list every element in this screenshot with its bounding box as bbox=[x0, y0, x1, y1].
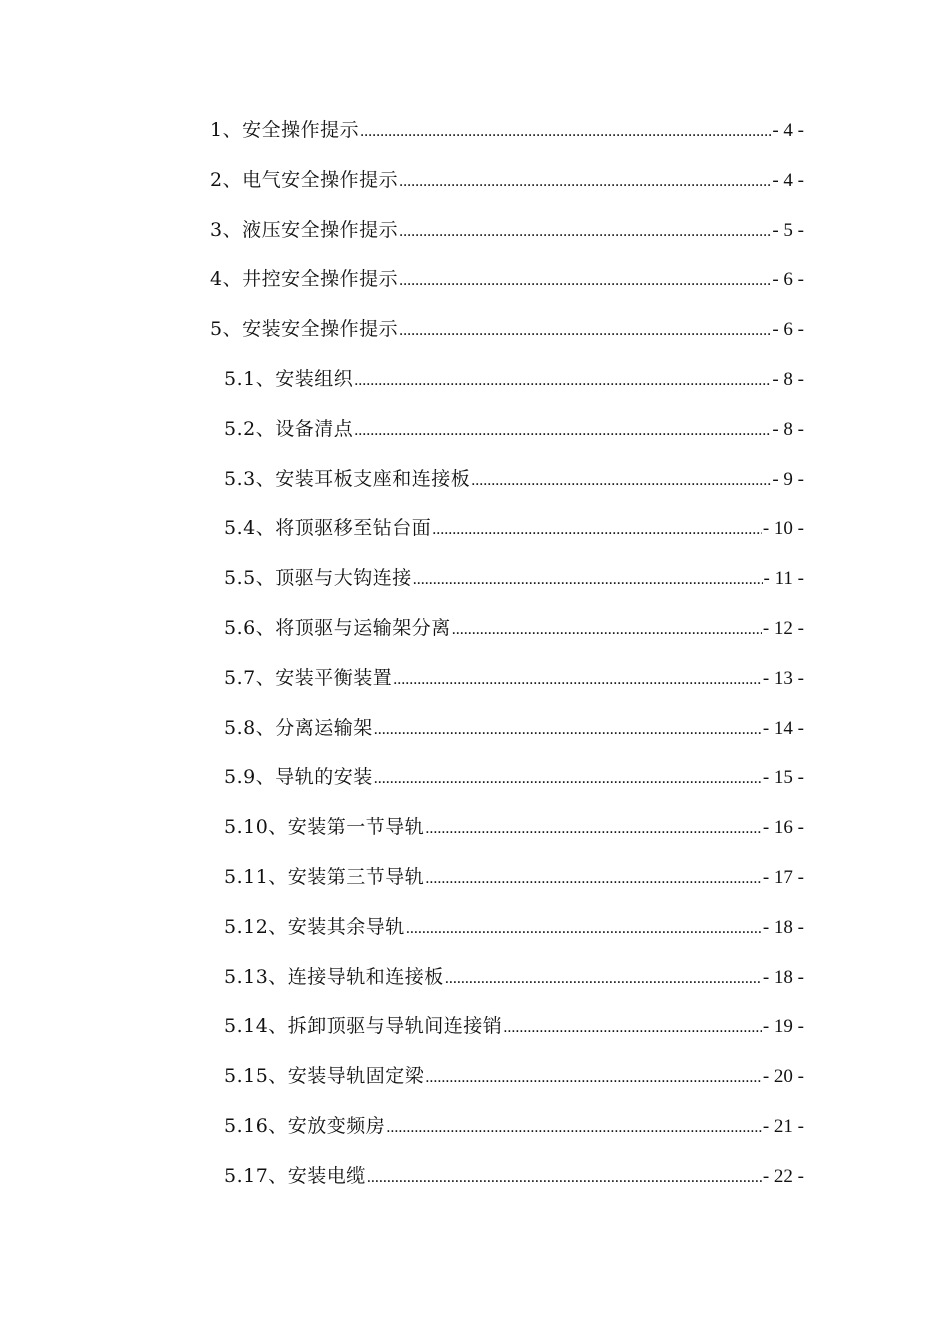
toc-entry-label: 4、井控安全操作提示 bbox=[210, 268, 399, 291]
toc-dot-leader bbox=[360, 112, 771, 152]
toc-page-number: - 18 - bbox=[762, 966, 804, 988]
toc-entry-5-7[interactable] bbox=[224, 658, 804, 708]
toc-entry-label: 5.6、将顶驱与运输架分离 bbox=[224, 616, 451, 639]
toc-entry-4[interactable] bbox=[210, 259, 804, 309]
toc-entry-5-2[interactable] bbox=[224, 409, 804, 459]
toc-dot-leader bbox=[413, 560, 763, 600]
toc-entry-5-8[interactable] bbox=[224, 708, 804, 758]
toc-entry-label: 5.14、拆卸顶驱与导轨间连接销 bbox=[224, 1015, 503, 1038]
toc-page-number: - 4 - bbox=[772, 120, 804, 141]
toc-entry-label: 2、电气安全操作提示 bbox=[210, 168, 399, 191]
toc-entry-label: 5.9、导轨的安装 bbox=[224, 766, 373, 789]
toc-entry-label: 1、安全操作提示 bbox=[210, 119, 360, 141]
toc-entry-label: 5.5、顶驱与大钩连接 bbox=[224, 567, 412, 590]
toc-entry-label: 5.17、安装电缆 bbox=[224, 1164, 366, 1187]
toc-entry-label: 5.13、连接导轨和连接板 bbox=[224, 965, 444, 988]
toc-entry-3[interactable] bbox=[210, 210, 804, 260]
toc-page-number: - 20 - bbox=[762, 1066, 804, 1088]
toc-dot-leader bbox=[432, 510, 762, 550]
toc-dot-leader bbox=[471, 461, 771, 501]
toc-dot-leader bbox=[425, 859, 762, 899]
toc-entry-5-13[interactable] bbox=[224, 957, 804, 1007]
toc-entry-label: 5.4、将顶驱移至钻台面 bbox=[224, 517, 432, 540]
toc-dot-leader bbox=[354, 361, 771, 401]
toc-dot-leader bbox=[386, 1108, 762, 1148]
toc-dot-leader bbox=[445, 959, 762, 999]
toc-entry-5-1[interactable] bbox=[224, 359, 804, 409]
toc-entry-5-11[interactable] bbox=[224, 857, 804, 907]
toc-entry-5[interactable] bbox=[210, 309, 804, 359]
toc-entry-label: 5、安装安全操作提示 bbox=[210, 318, 399, 341]
toc-page-number: - 6 - bbox=[772, 319, 804, 341]
toc-dot-leader bbox=[399, 261, 771, 301]
toc-dot-leader bbox=[374, 710, 762, 750]
toc-dot-leader bbox=[399, 311, 771, 351]
toc-entry-5-10[interactable] bbox=[224, 807, 804, 857]
toc-entry-5-16[interactable] bbox=[224, 1106, 804, 1156]
toc-entry-label: 5.16、安放变频房 bbox=[224, 1114, 386, 1137]
toc-entry-label: 5.2、设备清点 bbox=[224, 417, 354, 440]
toc-dot-leader bbox=[374, 759, 762, 799]
toc-entry-1[interactable] bbox=[210, 110, 804, 160]
toc-dot-leader bbox=[425, 1058, 762, 1098]
toc-page-number: - 8 - bbox=[772, 418, 804, 440]
toc-entry-5-5[interactable] bbox=[224, 558, 804, 608]
toc-page-number: - 19 - bbox=[762, 1016, 804, 1038]
table-of-contents bbox=[0, 110, 950, 1206]
toc-page-number: - 5 - bbox=[772, 219, 804, 241]
toc-page-number: - 22 - bbox=[762, 1165, 804, 1187]
toc-entry-label: 5.10、安装第一节导轨 bbox=[224, 816, 425, 839]
toc-page-number: - 18 - bbox=[762, 916, 804, 938]
toc-dot-leader bbox=[354, 411, 771, 451]
toc-dot-leader bbox=[406, 909, 762, 949]
toc-dot-leader bbox=[503, 1008, 762, 1048]
toc-entry-label: 5.11、安装第三节导轨 bbox=[224, 865, 425, 888]
toc-entry-label: 5.12、安装其余导轨 bbox=[224, 915, 405, 938]
toc-page-number: - 8 - bbox=[772, 368, 804, 390]
toc-page-number: - 16 - bbox=[762, 817, 804, 839]
toc-entry-5-9[interactable] bbox=[224, 757, 804, 807]
toc-entry-label: 5.1、安装组织 bbox=[224, 367, 354, 390]
toc-entry-5-12[interactable] bbox=[224, 907, 804, 957]
toc-dot-leader bbox=[367, 1158, 762, 1198]
toc-entry-5-3[interactable] bbox=[224, 459, 804, 509]
toc-page-number: - 15 - bbox=[762, 767, 804, 789]
toc-entry-2[interactable] bbox=[210, 160, 804, 210]
toc-page-number: - 12 - bbox=[762, 617, 804, 639]
toc-page-number: - 4 - bbox=[772, 169, 804, 191]
toc-page-number: - 11 - bbox=[763, 568, 804, 590]
toc-entry-label: 3、液压安全操作提示 bbox=[210, 218, 399, 241]
toc-entry-label: 5.15、安装导轨固定梁 bbox=[224, 1065, 425, 1088]
toc-page-number: - 10 - bbox=[762, 518, 804, 540]
toc-entry-5-4[interactable] bbox=[224, 508, 804, 558]
toc-dot-leader bbox=[452, 610, 762, 650]
toc-page-number: - 13 - bbox=[762, 667, 804, 689]
toc-entry-5-6[interactable] bbox=[224, 608, 804, 658]
toc-entry-label: 5.3、安装耳板支座和连接板 bbox=[224, 467, 471, 490]
toc-entry-5-14[interactable] bbox=[224, 1006, 804, 1056]
toc-page-number: - 9 - bbox=[772, 468, 804, 490]
toc-dot-leader bbox=[399, 162, 771, 202]
toc-entry-label: 5.8、分离运输架 bbox=[224, 716, 373, 739]
toc-entry-5-17[interactable] bbox=[224, 1156, 804, 1206]
toc-page-number: - 17 - bbox=[762, 866, 804, 888]
toc-dot-leader bbox=[399, 212, 771, 252]
toc-dot-leader bbox=[393, 660, 762, 700]
toc-page-number: - 14 - bbox=[762, 717, 804, 739]
toc-page-number: - 21 - bbox=[762, 1115, 804, 1137]
toc-entry-5-15[interactable] bbox=[224, 1056, 804, 1106]
toc-entry-label: 5.7、安装平衡装置 bbox=[224, 666, 393, 689]
toc-page-number: - 6 - bbox=[772, 269, 804, 291]
toc-dot-leader bbox=[425, 809, 762, 849]
